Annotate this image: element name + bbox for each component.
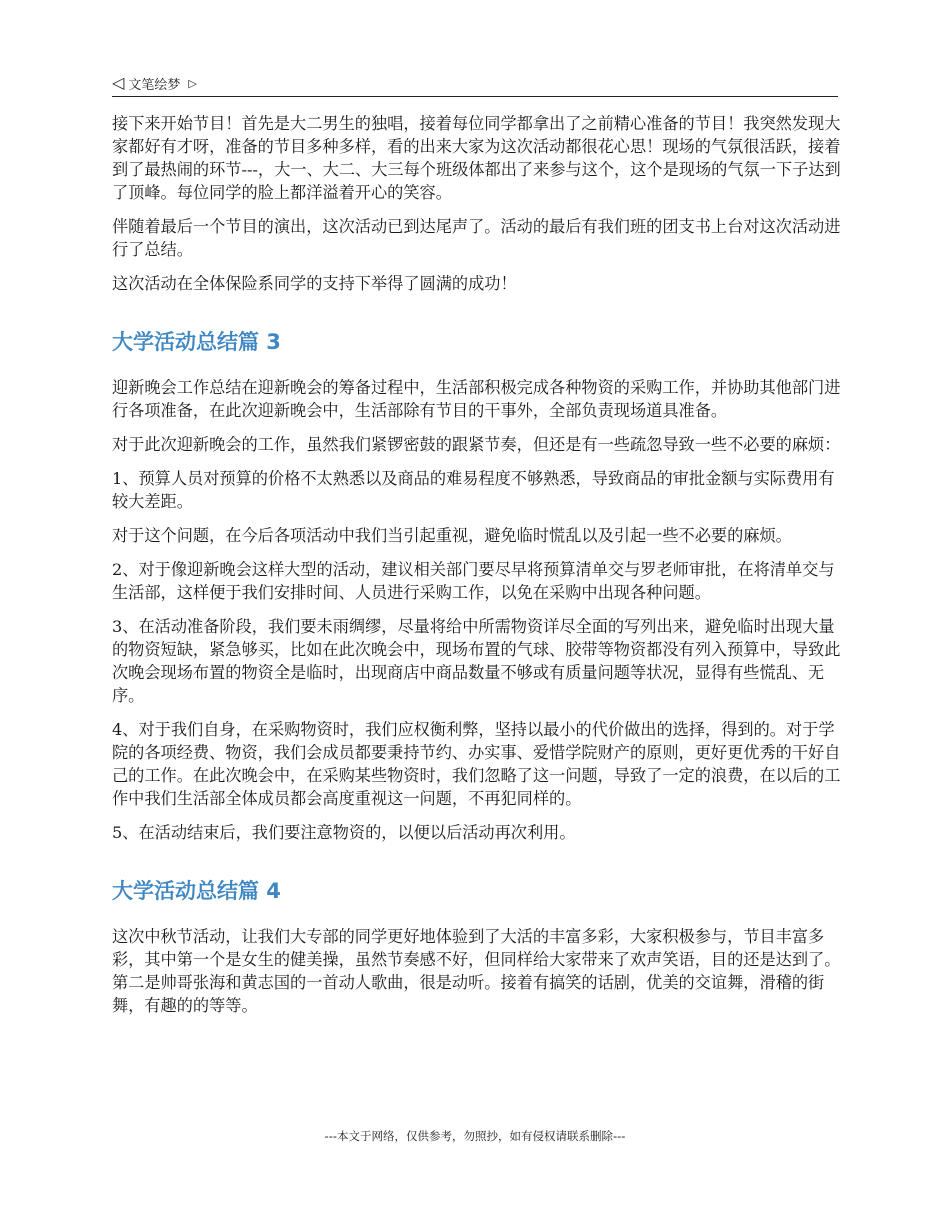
document-body <box>112 112 848 1028</box>
paragraph: 1、预算人员对预算的价格不太熟悉以及商品的难易程度不够熟悉，导致商品的审批金额与实际费用有较大差距。 <box>112 469 835 511</box>
paragraph: 4、对于我们自身，在采购物资时，我们应权衡利弊，坚持以最小的代价做出的选择，得到的。对于学院的各项经费、物资，我们会成员都要秉持节约、办实事、爱惜学院财产的原则，更好更优秀的干好自己的工作。在此次晚会中，在采购某些物资时，我们忽略了这一问题，导致了一定的浪费，在以后的工作中我们生活部全体成员都会高度重视这一问题，不再犯同样的。 <box>112 720 841 808</box>
paragraph: 对于这个问题，在今后各项活动中我们当引起重视，避免临时慌乱以及引起一些不必要的麻烦。 <box>112 526 792 545</box>
paragraph: 对于此次迎新晚会的工作，虽然我们紧锣密鼓的跟紧节奏，但还是有一些疏忽导致一些不必要的麻烦： <box>112 435 841 454</box>
triangle-left-icon: ◁ <box>112 73 125 92</box>
paragraph: 伴随着最后一个节目的演出，这次活动已到达尾声了。活动的最后有我们班的团支书上台对这次活动进行了总结。 <box>112 217 841 259</box>
paragraph: 接下来开始节目！首先是大二男生的独唱，接着每位同学都拿出了之前精心准备的节目！我突然发现大家都好有才呀，准备的节目多种多样，看的出来大家为这次活动都很花心思！现场的气氛很活跃，接着到了最热闹的环节---，大一、大二、大三每个班级体都出了来参与这个，这个是现场的气氛一下子达到了顶峰。每位同学的脸上都洋溢着开心的笑容。 <box>112 114 841 202</box>
header-title: 文笔绘梦 <box>128 77 181 93</box>
section-4-heading: 大学活动总结篇 4 <box>112 879 281 903</box>
paragraph: 3、在活动准备阶段，我们要未雨绸缪，尽量将给中所需物资详尽全面的写列出来，避免临时出现大量的物资短缺，紧急够买，比如在此次晚会中，现场布置的气球、胶带等物资都没有列入预算中，导致此次晚会现场布置的物资全是临时，出现商店中商品数量不够或有质量问题等状况，显得有些慌乱、无序。 <box>112 617 841 705</box>
paragraph: 2、对于像迎新晚会这样大型的活动，建议相关部门要尽早将预算清单交与罗老师审批，在将清单交与生活部，这样便于我们安排时间、人员进行采购工作，以免在采购中出现各种问题。 <box>112 560 835 602</box>
page-header <box>112 70 838 97</box>
footer-disclaimer: ---本文于网络，仅供参考，勿照抄，如有侵权请联系删除--- <box>324 1129 626 1143</box>
paragraph: 这次中秋节活动，让我们大专部的同学更好地体验到了大活的丰富多彩，大家积极参与，节目丰富多彩，其中第一个是女生的健美操，虽然节奏感不好，但同样给大家带来了欢声笑语，目的还是达到了。第二是帅哥张海和黄志国的一首动人歌曲，很是动听。接着有搞笑的话剧，优美的交谊舞，滑稽的街舞，有趣的的等等。 <box>112 927 841 1015</box>
section-3-heading: 大学活动总结篇 3 <box>112 330 281 354</box>
paragraph: 迎新晚会工作总结在迎新晚会的筹备过程中，生活部积极完成各种物资的采购工作，并协助其他部门进行各项准备，在此次迎新晚会中，生活部除有节目的干事外，全部负责现场道具准备。 <box>112 378 841 420</box>
triangle-right-icon: ▷ <box>188 76 197 90</box>
paragraph: 5、在活动结束后，我们要注意物资的，以便以后活动再次利用。 <box>112 823 576 842</box>
paragraph: 这次活动在全体保险系同学的支持下举得了圆满的成功！ <box>112 274 517 293</box>
